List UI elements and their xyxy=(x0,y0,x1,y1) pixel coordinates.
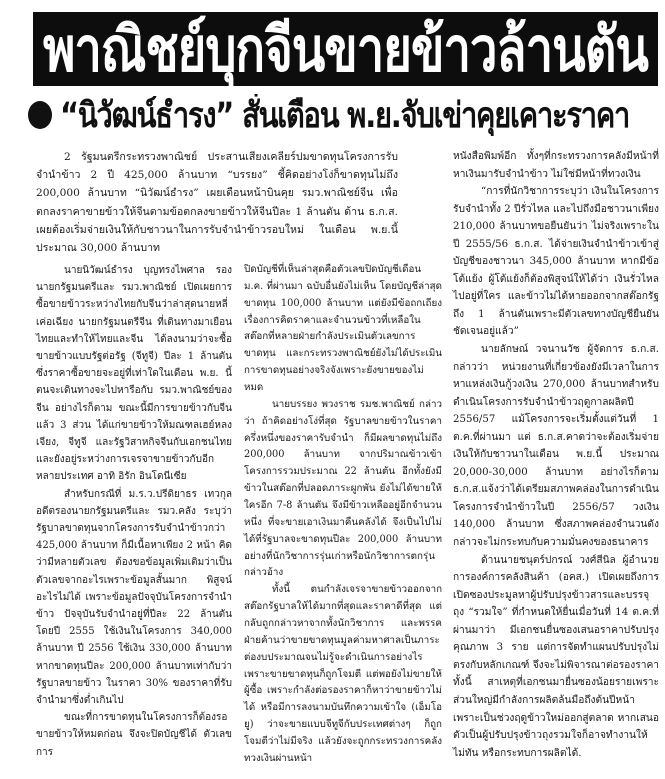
bullet-icon xyxy=(28,101,52,129)
article-column-2 xyxy=(244,262,442,768)
article-column-1 xyxy=(36,262,232,761)
headline-banner xyxy=(33,12,658,86)
body-paragraph: นายลักษณ์ วจนานวัช ผู้จัดการ ธ.ก.ส. กล่าวว่า หน่วยงานที่เกี่ยวข้องยังมีเวลาในการหาแหล่งเงินกู้วงเงิน 270,000 ล้านบาทสำหรับดำเนินโครงการรับจำนำข้าวฤดูกาลผลิตปี 2556/57 แม้โครงการจะเริ่มตั้งแต่วันที่ 1 ต.ค.ที่ผ่านมา แต่ ธ.ก.ส.คาดว่าจะต้องเริ่มจ่ายเงินให้กับชาวนาในเดือน พ.ย.นี้ ประมาณ 20,000-30,000 ล้านบาท อย่างไรก็ตาม ธ.ก.ส.แจ้งว่าได้เตรียมสภาพคล่องในการดำเนินโครงการจำนำข้าวในปี 2556/57 วงเงิน 140,000 ล้านบาท ซึ่งสภาพคล่องจำนวนดังกล่าวจะไม่กระทบกับความมั่นคงของธนาคาร xyxy=(453,344,659,549)
body-paragraph: ปิดบัญชีที่เห็นล่าสุดคือตัวเลขปิดบัญชีเดือน ม.ค. ที่ผ่านมา ฉบับอื่นยังไม่เห็น โดยบัญชีล่าสุดขาดทุน 100,000 ล้านบาท แต่ยังมีข้อถกเถียงเรื่องการคิดราคาและจำนวนข้าวที่เหลือในสต๊อกที่หลายฝ่ายกำลังประเมินตัวเลขการขาดทุน และกระทรวงพาณิชย์ยังไม่ได้ประเมินการขาดทุนอย่างจริงจังเพราะยังขายของไม่หมด xyxy=(244,264,442,394)
article-column-3 xyxy=(453,148,659,762)
subheadline: “นิวัฒน์ธำรง” สั่นเตือน พ.ย.จับเข่าคุยเคาะราคา xyxy=(60,94,630,136)
body-paragraph: นายนิวัฒน์ธำรง บุญทรงไพศาล รองนายกรัฐมนตรีและ รมว.พาณิชย์ เปิดเผยการซื้อขายข้าวระหว่างไทยกับจีนว่าล่าสุดนายหลี่เค่อเฉียง นายกรัฐมนตรีจีน ที่เดินทางมาเยือนไทยและทำให้ไทยและจีน ได้ลงนามว่าจะซื้อขายข้าวแบบรัฐต่อรัฐ (จีทูจี) ปีละ 1 ล้านตัน ซึ่งราคาซื้อขายจะอยู่ที่เท่าใดในเดือน พ.ย. นี้ตนจะเดินทางจะไปหารือกับ รมว.พาณิชย์ของจีน อย่างไรก็ตาม ขณะนี้มีการขายข้าวกับจีนแล้ว 3 ส่วน ได้แก่ขายข้าวให้มณฑลเฮย์หลงเจียง, จีทูจี และรัฐวิสาหกิจจีนกับเอกชนไทย และยังอยู่ระหว่างการเจรจาขายข้าวกับอีกหลายประเทศ อาทิ อิรัก อินโดนีเซีย xyxy=(36,265,232,483)
body-paragraph: สำหรับกรณีที่ ม.ร.ว.ปรีดิยาธร เทวกุล อดีตรองนายกรัฐมนตรีและ รมว.คลัง ระบุว่ารัฐบาลขาดทุนจากโครงการรับจำนำข้าวกว่า 425,000 ล้านบาท ก็มีเนื้อหาเพียง 2 หน้า คิดว่ามีหลายตัวเลข ต้องขอข้อมูลเพิ่มเติมว่าเป็นตัวเลขจากอะไรเพราะข้อมูลสั้นมาก พิสูจน์อะไรไม่ได้ เพราะข้อมูลปัจจุบันโครงการจำนำข้าว ปัจจุบันรับจำนำอยู่ที่ปีละ 22 ล้านตัน โดยปี 2555 ใช้เงินในโครงการ 340,000 ล้านบาท ปี 2556 ใช้เงิน 330,000 ล้านบาทหากขาดทุนปีละ 200,000 ล้านบาทเท่ากับว่ารัฐบาลขายข้าว ในราคา 30% ของราคาที่รับจำนำมาซึ่งต่ำเกินไป xyxy=(36,488,232,707)
body-paragraph: นายบรรยง พวงราช รมช.พาณิชย์ กล่าวว่า ถ้าคิดอย่างโง่ที่สุด รัฐบาลขายข้าวในราคาครึ่งหนึ่งของราคารับจำนำ ก็มีผลขาดทุนไม่ถึง 200,000 ล้านบาท จากปริมาณข้าวเข้าโครงการรวมประมาณ 22 ล้านตัน อีกทั้งยังมีข้าวในสต๊อกที่ปลอดภาระผูกพัน ยังไม่ได้ขายให้ใครอีก 7-8 ล้านตัน จึงมีข้าวเหลืออยู่อีกจำนวนหนึ่ง ที่จะขายเอาเงินมาคืนคลังได้ จึงเป็นไปไม่ได้ที่รัฐบาลจะขาดทุนปีละ 200,000 ล้านบาท อย่างที่นักวิชาการรุ่นเก่าหรือนักวิชาการตกรุ่นกล่าวอ้าง xyxy=(244,398,442,579)
body-paragraph: หนังสือพิมพ์อีก ทั้งๆที่กระทรวงการคลังมีหน้าที่หาเงินมารับจำนำข้าว ไม่ใช่มีหน้าที่ทวงเงิน xyxy=(453,151,659,180)
body-paragraph: ด้านนายชนุตร์ปกรณ์ วงศ์สีนิล ผู้อำนวยการองค์การคลังสินค้า (อคส.) เปิดเผยถึงการเปิดซองประมูลหาผู้ปรับปรุงข้าวสารและบรรจุถุง “รวมใจ” ที่กำหนดให้ยื่นเมื่อวันที่ 14 ต.ค.ที่ผ่านมาว่า มีเอกชนยื่นซองเสนอราคาปรับปรุงคุณภาพ 3 ราย แต่การจัดทำแผนปรับปรุงไม่ตรงกับหลักเกณฑ์ จึงจะไม่พิจารณาต่อรองราคา ทั้งนี้ สาเหตุที่เอกชนมายื่นซองน้อยรายเพราะส่วนใหญ่มีกำลังการผลิตล้นมือถึงต้นปีหน้า เพราะเป็นช่วงฤดูข้าวใหม่ออกสู่ตลาด หากเสนอตัวเป็นผู้ปรับปรุงข้าวถุงรวมใจก็อาจทำงานให้ไม่ทัน หรือกระทบการผลิตได้. xyxy=(453,554,659,759)
headline: พาณิชย์บุกจีนขายข้าวล้านตัน xyxy=(43,14,648,86)
body-paragraph: ทั้งนี้ ตนกำลังเจรจาขายข้าวออกจากสต๊อกรัฐบาลให้ได้มากที่สุดและราคาดีที่สุด แต่กลับถูกกล่าวหาจากทั้งนักวิชาการ และพรรคฝ่ายค้านว่าขายขาดทุนมูลค่ามหาศาลเป็นภาระต่องบประมาณจนไม่รู้จะดำเนินการอย่างไร เพราะขายขาดทุนก็ถูกโจมตี แต่พอยังไม่ขายให้ผู้ซื้อ เพราะกำลังต่อรองราคาก็หาว่าขายข้าวไม่ได้ หรือมีการลงนามบันทึกความเข้าใจ (เอ็มโอยู) ว่าจะขายแบบจีทูจีกับประเทศต่างๆ ก็ถูกโจมตีว่าไม่มีจริง แล้วยังจะถูกกระทรวงการคลัง ทวงเงินผ่านหน้า xyxy=(244,584,442,764)
subheadline-bar xyxy=(28,94,665,136)
lead-paragraph-block xyxy=(36,148,398,257)
lead-paragraph: 2 รัฐมนตรีกระทรวงพาณิชย์ ประสานเสียงเคลียร์ปมขาดทุนโครงการรับจำนำข้าว 2 ปี 425,000 ล้านบาท “บรรยง” ชี้คิดอย่างโง่ก็ขาดทุนไม่ถึง 200,000 ล้านบาท “นิวัฒน์ธำรง” เผยเตือนหน้าบินคุย รมว.พาณิชย์จีน เพื่อตกลงราคาขายข้าวให้จีนตามข้อตกลงขายข้าวให้จีนปีละ 1 ล้านตัน ด้าน ธ.ก.ส. เผยต้องเริ่มจ่ายเงินให้กับชาวนาในการรับจำนำข้าวรอบใหม่ ในเดือน พ.ย.นี้ ประมาณ 30,000 ล้านบาท xyxy=(36,151,398,255)
body-paragraph: “การที่นักวิชาการระบุว่า เงินในโครงการรับจำนำทั้ง 2 ปีรั่วไหล และไปถึงมือชาวนาเพียง 210,000 ล้านบาทขอยืนยันว่า ไม่จริงเพราะในปี 2555/56 ธ.ก.ส. ได้จ่ายเงินจำนำข้าวเข้าสู่บัญชีของชาวนา 345,000 ล้านบาท หากมีข้อโต้แย้ง ผู้โต้แย้งก็ต้องพิสูจน์ให้ได้ว่า เงินรั่วไหลไปอยู่ที่ใคร และข้าวไม่ได้หายออกจากสต๊อกรัฐถึง 1 ล้านตันเพราะมีตัวเลขทางบัญชียืนยันชัดเจนอยู่แล้ว” xyxy=(453,186,659,338)
body-paragraph: ขณะที่การขาดทุนในโครงการก็ต้องรอขายข้าวให้หมดก่อน จึงจะปิดบัญชีได้ ตัวเลขการ xyxy=(36,712,232,758)
